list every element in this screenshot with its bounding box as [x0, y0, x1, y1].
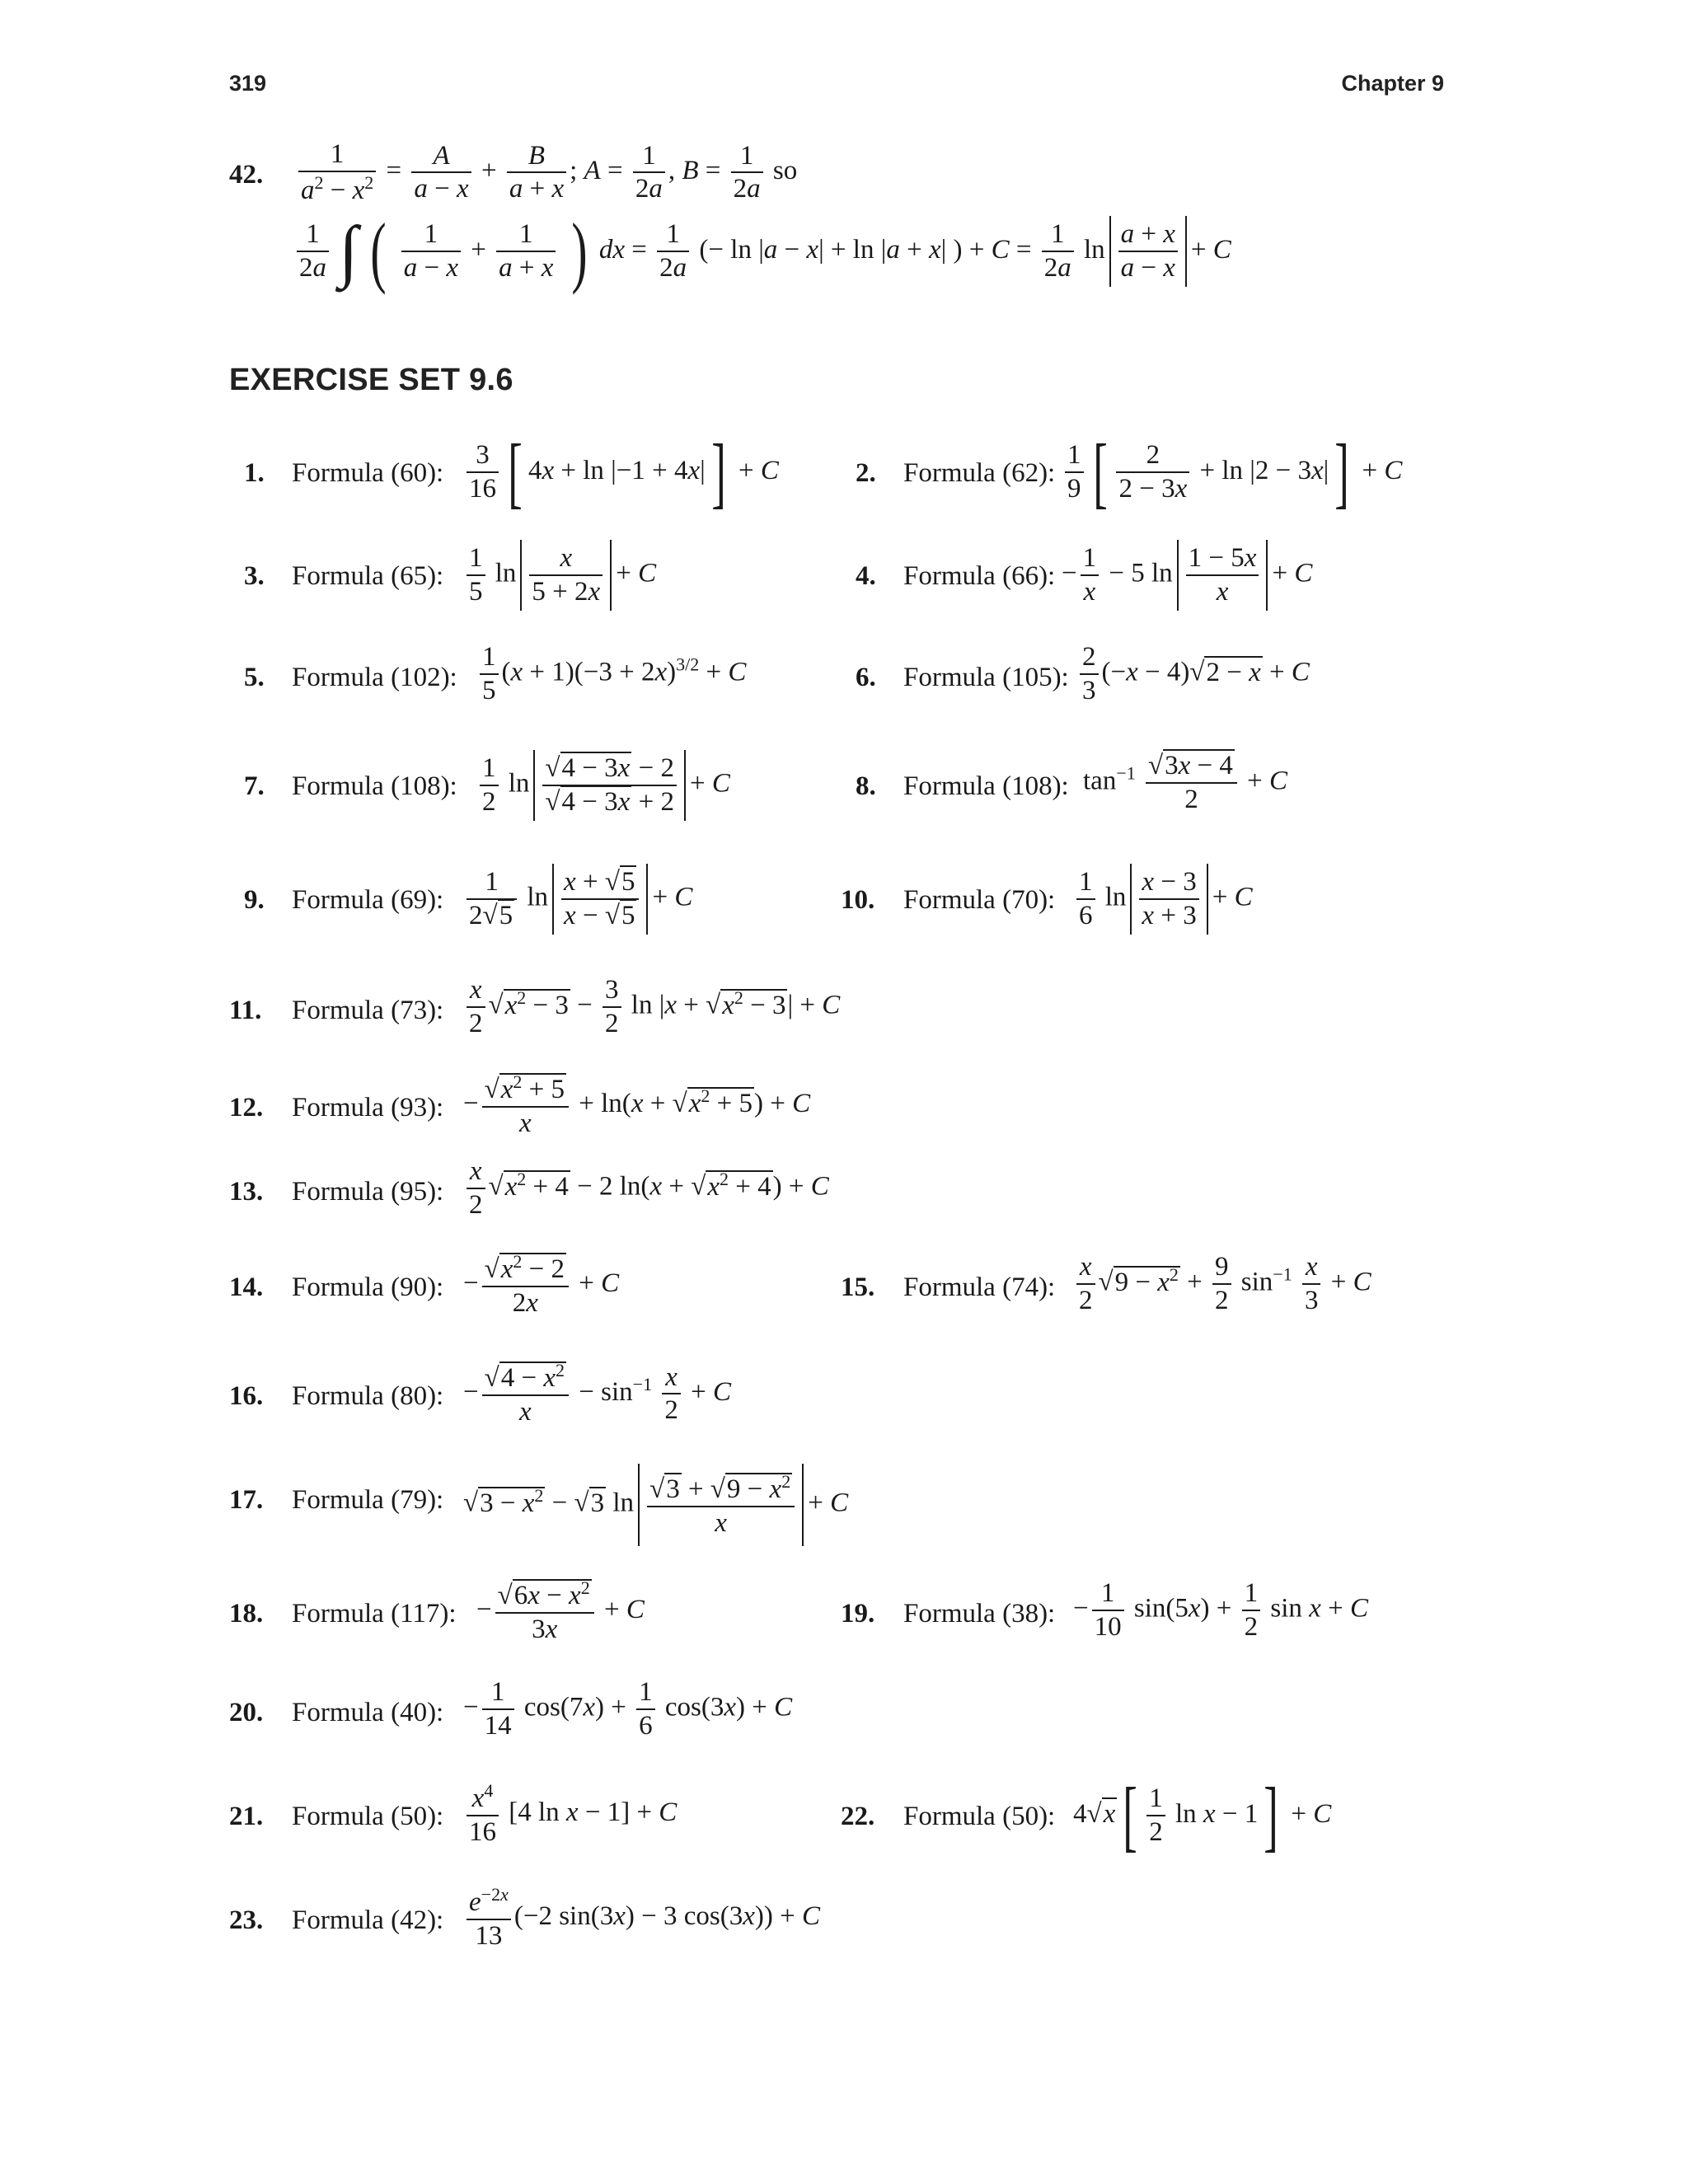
- answer: $\tan^{-1}$ $\frac{√3x - 4}{2}$ + C: [1083, 751, 1288, 814]
- answer: − $\frac{√6x - x^2}{3x}$ + C: [476, 1577, 645, 1644]
- exercise-number: 12.: [229, 1093, 264, 1122]
- exercise-number: 5.: [244, 663, 265, 692]
- answer: $\frac{1}{9}$ [ $\frac{2}{2 - 3x}$ + ln |2 − 3x|] + C: [1062, 437, 1402, 508]
- page-number: 319: [229, 71, 267, 96]
- exercise-number: 14.: [229, 1272, 264, 1302]
- exercise-number: 7.: [244, 771, 265, 801]
- formula-ref: Formula (108):: [903, 771, 1069, 801]
- formula-ref: Formula (117):: [292, 1599, 457, 1629]
- answer: 4√x[ $\frac{1}{2}$ ln x − 1] + C: [1073, 1771, 1332, 1859]
- answer: $\frac{x}{2}$ $√x^2 + 4 - 2$ $\ln(x + √x^2 + 4) + C$: [463, 1155, 829, 1221]
- formula-ref: Formula (79):: [292, 1485, 444, 1515]
- answer: $\frac{1}{2√5}$ ln $\frac{x + √5}{x - √5}$ + C: [463, 864, 692, 935]
- answer: − $\frac{√4 - x^2}{x}$ − $\sin^{-1}$ $\frac{x}{2}$ + C: [463, 1360, 731, 1427]
- exercise-number: 11.: [229, 996, 262, 1025]
- formula-ref: Formula (105):: [903, 663, 1069, 692]
- formula-ref: Formula (38):: [903, 1599, 1056, 1629]
- answer: $\frac{1}{2}$ ln $\frac{√4 - 3x - 2}{√4 - 3x + 2}$ + C: [476, 750, 730, 821]
- formula-ref: Formula (90):: [292, 1272, 444, 1302]
- exercise-number: 15.: [841, 1272, 875, 1302]
- answer: $\frac{e^{-2x}}{13}$ (−2 sin(3x) − 3 cos(3x)) + C: [463, 1884, 820, 1952]
- answer: $\frac{1}{6}$ ln $\frac{x - 3}{x + 3}$ + C: [1073, 864, 1253, 935]
- answer: − $\frac{1}{14}$ cos(7x) + $\frac{1}{6}$ cos(3x) + C: [463, 1677, 793, 1741]
- answer: − $\frac{1}{x}$ − 5 ln $\frac{1 - 5x}{x}$ + C: [1062, 540, 1312, 611]
- formula-ref: Formula (93):: [292, 1093, 444, 1122]
- formula-ref: Formula (70):: [903, 885, 1056, 915]
- answer: − $\frac{√x^2 + 5}{x}$ + $\ln(x + √x^2 + 5) + C$: [463, 1071, 811, 1138]
- exercise-number: 20.: [229, 1698, 264, 1727]
- answer: $\frac{1}{5}$ ln $\frac{x}{5 + 2x}$ + C: [463, 540, 656, 611]
- formula-ref: Formula (62):: [903, 458, 1056, 488]
- formula-ref: Formula (40):: [292, 1698, 444, 1727]
- formula-ref: Formula (102):: [292, 663, 457, 692]
- answer: $\frac{x}{2}$ $√x^2 - 3$ − $\frac{3}{2}$ $\ln |x + √x^2 - 3| + C$: [463, 974, 840, 1040]
- exercise-number: 21.: [229, 1802, 264, 1831]
- problem-42-line-2: $\frac{1}{2a}$ ∫ ( $\frac{1}{a - x}$ + $\frac{1}{a + x}$ ) dx = $\frac{1}{2a}$ (− ln |a − x| + ln |a + x| ) + C = $\frac{1}{2a}$ ln $\frac{a + x}{a - x}$ + C: [293, 216, 1231, 287]
- formula-ref: Formula (50):: [903, 1802, 1056, 1831]
- exercise-number: 13.: [229, 1177, 264, 1207]
- answer: $\frac{x^4}{16}$ [4 ln x − 1] + C: [463, 1780, 677, 1849]
- exercise-number: 22.: [841, 1802, 875, 1831]
- exercise-number: 2.: [856, 458, 876, 488]
- exercise-number: 9.: [244, 885, 265, 915]
- exercise-number: 10.: [841, 885, 875, 915]
- formula-ref: Formula (65):: [292, 561, 444, 591]
- formula-ref: Formula (66):: [903, 561, 1056, 591]
- formula-ref: Formula (69):: [292, 885, 444, 915]
- formula-ref: Formula (95):: [292, 1177, 444, 1207]
- exercise-number: 4.: [856, 561, 876, 591]
- exercise-number: 1.: [244, 458, 265, 488]
- formula-ref: Formula (50):: [292, 1802, 444, 1831]
- exercise-number: 16.: [229, 1381, 264, 1411]
- answer: $\frac{2}{3}$ (−x − 4)√2 − x + C: [1076, 641, 1310, 707]
- formula-ref: Formula (73):: [292, 996, 444, 1025]
- exercise-number: 23.: [229, 1905, 264, 1935]
- chapter-label: Chapter 9: [1341, 71, 1444, 96]
- formula-ref: Formula (80):: [292, 1381, 444, 1411]
- exercise-number: 6.: [856, 663, 876, 692]
- formula-ref: Formula (74):: [903, 1272, 1056, 1302]
- section-title: EXERCISE SET 9.6: [229, 363, 513, 397]
- formula-ref: Formula (42):: [292, 1905, 444, 1935]
- exercise-number: 19.: [841, 1599, 875, 1629]
- answer: $\frac{x}{2}$ $√9 - x^2$ + $\frac{9}{2}$ $\sin^{-1}$ $\frac{x}{3}$ + C: [1073, 1251, 1372, 1317]
- answer: $\frac{1}{5}$ $(x + 1)(-3 + 2x)^{3/2} + C$: [476, 641, 746, 707]
- formula-ref: Formula (60):: [292, 458, 444, 488]
- exercise-number: 18.: [229, 1599, 264, 1629]
- answer: − $\frac{√x^2 - 2}{2x}$ + C: [463, 1251, 620, 1318]
- problem-42-line-1: $\frac{1}{a^2 - x^2}$ = $\frac{A}{a - x}$ + $\frac{B}{a + x}$ ; A = $\frac{1}{2a}$ , B = $\frac{1}{2a}$ so: [295, 138, 797, 207]
- exercise-number: 8.: [856, 771, 876, 801]
- exercise-number: 3.: [244, 561, 265, 591]
- exercise-number: 17.: [229, 1485, 264, 1515]
- formula-ref: Formula (108):: [292, 771, 457, 801]
- answer: $√3 - x^2 - √3$ ln $\frac{√3 + √9 - x^2}{x}$ + C: [463, 1464, 848, 1546]
- answer: $\frac{3}{16}$ [ 4x + ln |−1 + 4x|] + C: [463, 437, 779, 508]
- answer: − $\frac{1}{10}$ sin(5x) + $\frac{1}{2}$ sin x + C: [1073, 1578, 1368, 1642]
- problem-number: 42.: [229, 160, 264, 190]
